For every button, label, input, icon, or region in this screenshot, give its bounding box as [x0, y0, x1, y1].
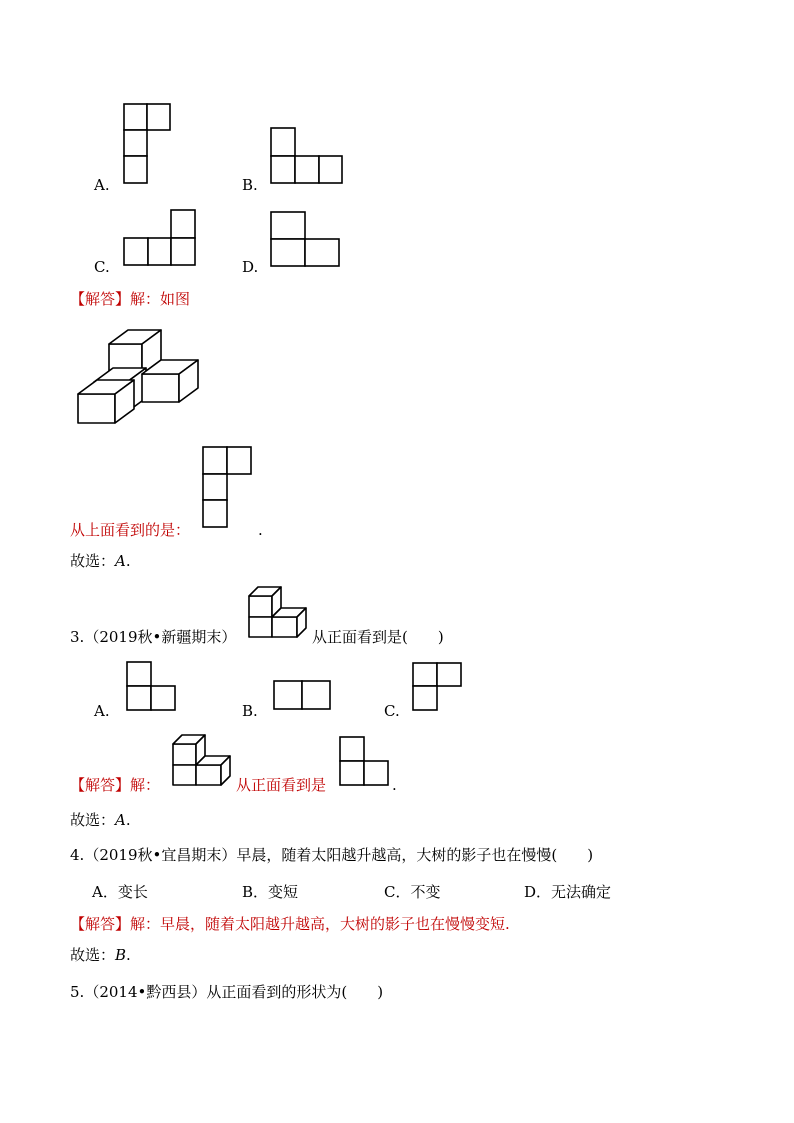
question-text: 早晨，随着太阳越升越高，大树的影子也在慢慢( ): [236, 846, 594, 864]
q4-question-line: [70, 846, 593, 864]
q2-option-d-figure: [270, 211, 342, 268]
choice-suffix: .: [125, 552, 131, 570]
q2-option-b-label: B.: [242, 176, 258, 194]
choice-value: A: [115, 552, 126, 570]
q3-header: [70, 628, 236, 646]
choice-suffix: .: [126, 946, 131, 964]
question-number: 4.: [70, 846, 85, 864]
choice-prefix: 故选：: [70, 552, 116, 570]
choice-prefix: 故选：: [70, 946, 116, 964]
q3-option-b-label: B.: [242, 702, 258, 720]
q2-3d-cube-figure: [76, 330, 204, 426]
q4-choice-line: [70, 946, 131, 964]
q2-option-b-figure: [270, 127, 344, 185]
q4-option-c: C．不变: [384, 883, 441, 901]
q3-question-text: 从正面看到是( ): [312, 628, 444, 646]
choice-value: A: [115, 811, 126, 829]
question-number: 3.: [70, 628, 85, 646]
q3-answer-prefix: [70, 776, 160, 794]
q3-answer-3d-figure: [172, 734, 234, 787]
question-number: 5.: [70, 983, 85, 1001]
q4-option-a: A．变长: [92, 883, 148, 901]
answer-text: 解：早晨，随着太阳越升越高，大树的影子也在慢慢变短.: [130, 915, 510, 933]
q2-period: .: [258, 521, 263, 539]
choice-value: B: [115, 946, 127, 964]
q2-option-d-label: D.: [242, 258, 259, 276]
q3-question-3d-figure: [248, 586, 310, 639]
q2-option-c-label: C.: [94, 258, 110, 276]
q2-choice-line: [70, 552, 131, 570]
q3-answer-mid: 从正面看到是: [236, 776, 327, 794]
question-source: （2019秋•新疆期末）: [84, 628, 237, 646]
q4-answer-line: [70, 915, 510, 933]
q4-option-d: D．无法确定: [524, 883, 612, 901]
q3-option-a-label: A.: [94, 702, 110, 720]
answer-tag: 【解答】: [70, 290, 131, 308]
q3-option-c-label: C.: [384, 702, 400, 720]
answer-text: 解：如图: [130, 290, 191, 308]
choice-suffix: .: [125, 811, 131, 829]
q2-top-view-figure: [202, 446, 254, 529]
q3-option-a-figure: [126, 661, 178, 713]
q3-answer-front-view-figure: [339, 736, 391, 788]
q5-question-line: [70, 983, 383, 1001]
q2-answer-line: [70, 290, 190, 308]
choice-prefix: 故选：: [70, 811, 116, 829]
answer-tag: 【解答】: [70, 915, 131, 933]
answer-tag: 【解答】: [70, 776, 131, 794]
q2-option-c-figure: [123, 209, 197, 267]
q2-option-a-label: A.: [94, 176, 110, 194]
q2-top-view-label: 从上面看到的是：: [70, 521, 191, 539]
q3-answer-period: .: [392, 776, 397, 794]
q3-choice-line: [70, 811, 131, 829]
question-source: （2019秋•宜昌期末）: [84, 846, 237, 864]
answer-prefix: 解：: [130, 776, 161, 794]
question-text: 从正面看到的形状为( ): [206, 983, 384, 1001]
question-source: （2014•黔西县）: [84, 983, 207, 1001]
q4-option-b: B．变短: [242, 883, 299, 901]
q3-option-c-figure: [412, 662, 464, 712]
q2-option-a-figure: [123, 103, 173, 185]
q3-option-b-figure: [273, 680, 332, 711]
